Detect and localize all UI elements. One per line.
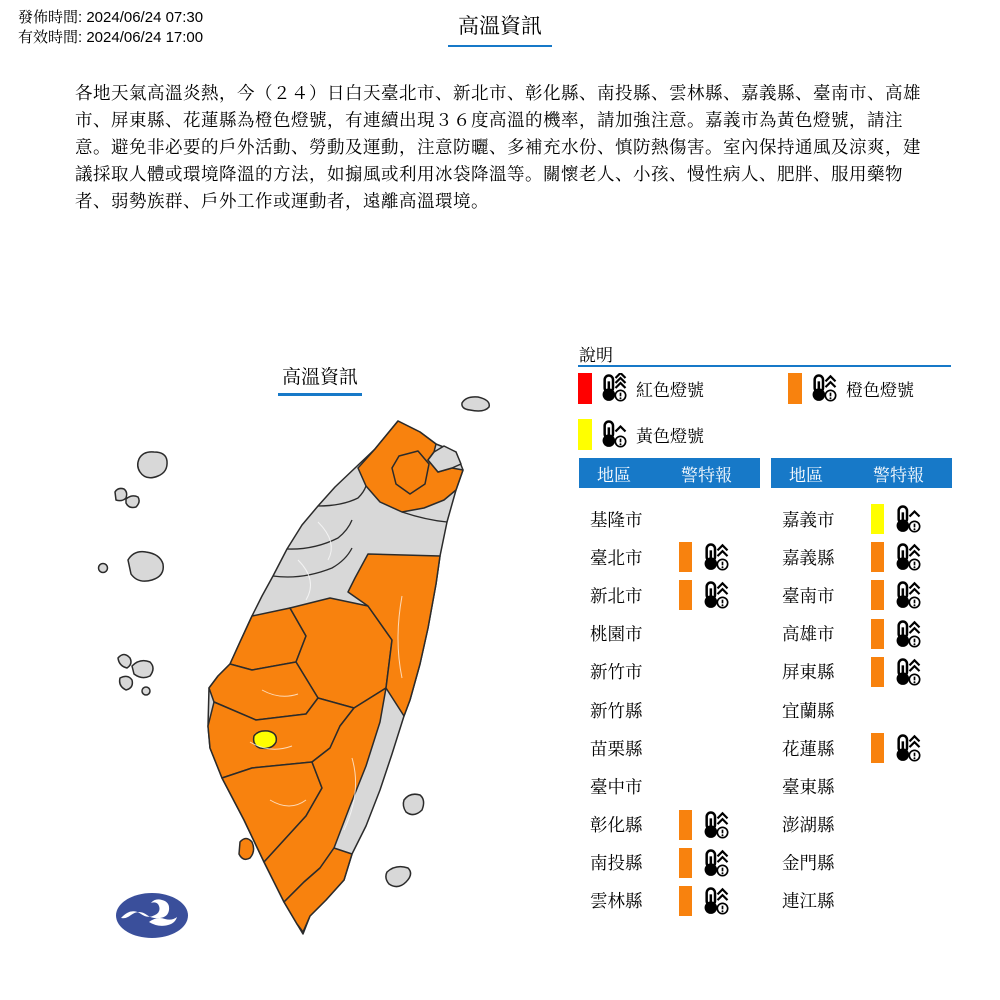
heat-thermometer-icon — [892, 504, 922, 534]
table-row — [579, 691, 760, 729]
region-name: 新竹市 — [590, 662, 643, 683]
table-row — [579, 844, 760, 882]
table-row — [579, 576, 760, 614]
col-header-warning: 警特報 — [873, 465, 924, 485]
table-row — [771, 653, 952, 691]
map-title: 高溫資訊 — [250, 362, 390, 396]
table-row — [771, 576, 952, 614]
map-island-kinmen — [128, 552, 163, 581]
table-header — [579, 458, 760, 488]
region-name: 金門縣 — [782, 853, 835, 874]
warning-color-swatch — [871, 619, 884, 649]
map-island-kinmen — [99, 564, 108, 573]
legend-color-swatch — [788, 373, 802, 404]
map-island-orchid — [386, 867, 411, 887]
map-island-penghu — [142, 687, 150, 695]
table-row — [771, 767, 952, 805]
region-name: 臺東縣 — [782, 776, 835, 797]
heat-thermometer-icon — [700, 886, 730, 916]
table-row — [579, 538, 760, 576]
table-row — [579, 653, 760, 691]
heat-thermometer-icon — [598, 373, 628, 403]
table-row — [579, 806, 760, 844]
warning-description: 各地天氣高溫炎熱，今（２４）日白天臺北市、新北市、彰化縣、南投縣、雲林縣、嘉義縣、臺南市、高雄市、屏東縣、花蓮縣為橙色燈號，有連續出現３６度高溫的機率，請加強注意。嘉義市為黃色燈號，請注意。避免非必要的戶外活動、勞動及運動，注意防曬、多補充水份、慎防熱傷害。室內保持通風及涼爽，建議採取人體或環境降溫的方法，如搧風或利用冰袋降溫等。關懷老人、小孩、慢性病人、肥胖、服用藥物者、弱勢族群、戶外工作或運動者，遠離高溫環境。 — [75, 83, 921, 211]
region-name: 苗栗縣 — [590, 738, 643, 759]
legend-label: 黃色燈號 — [636, 426, 704, 446]
legend-rule — [578, 365, 951, 367]
heat-thermometer-icon — [892, 733, 922, 763]
heat-thermometer-icon — [700, 542, 730, 572]
warning-color-swatch — [871, 504, 884, 534]
region-name: 新竹縣 — [590, 700, 643, 721]
warning-color-swatch — [871, 657, 884, 687]
map-islet-liuqiu — [239, 839, 254, 860]
map-island-matsu — [115, 488, 127, 500]
legend-label: 橙色燈號 — [846, 380, 914, 400]
warning-color-swatch — [871, 733, 884, 763]
valid-time: 有效時間: 2024/06/24 17:00 — [18, 29, 204, 46]
table-row — [579, 729, 760, 767]
legend-title: 說明 — [579, 346, 613, 365]
map-island-penghu — [120, 676, 133, 690]
region-name: 屏東縣 — [782, 662, 835, 683]
taiwan-heat-map — [95, 385, 505, 975]
col-header-region: 地區 — [789, 465, 823, 485]
legend-item-red — [578, 371, 704, 405]
legend-color-swatch — [578, 419, 592, 450]
heat-thermometer-icon — [598, 419, 628, 449]
region-name: 嘉義縣 — [782, 547, 835, 568]
legend-item-orange — [788, 371, 914, 405]
region-name: 宜蘭縣 — [782, 700, 835, 721]
table-row — [771, 882, 952, 920]
warning-color-swatch — [679, 848, 692, 878]
heat-thermometer-icon — [892, 657, 922, 687]
warning-table-left — [579, 458, 760, 920]
region-name: 臺南市 — [782, 585, 835, 606]
col-header-region: 地區 — [597, 465, 631, 485]
region-name: 花蓮縣 — [782, 738, 835, 759]
table-row — [771, 844, 952, 882]
region-name: 澎湖縣 — [782, 815, 835, 836]
heat-thermometer-icon — [892, 619, 922, 649]
page-title: 高溫資訊 — [0, 10, 1000, 47]
legend-item-yellow — [578, 417, 704, 451]
table-row — [771, 691, 952, 729]
warning-color-swatch — [679, 886, 692, 916]
warning-table-right — [771, 458, 952, 920]
warning-color-swatch — [679, 580, 692, 610]
table-row — [579, 767, 760, 805]
table-row — [771, 500, 952, 538]
map-island-northeast — [462, 397, 489, 411]
region-name: 雲林縣 — [590, 891, 643, 912]
region-name: 高雄市 — [782, 624, 835, 645]
table-row — [771, 538, 952, 576]
map-island-matsu — [138, 452, 167, 478]
region-name: 臺中市 — [590, 776, 643, 797]
region-name: 南投縣 — [590, 853, 643, 874]
col-header-warning: 警特報 — [681, 465, 732, 485]
heat-thermometer-icon — [892, 542, 922, 572]
legend-color-swatch — [578, 373, 592, 404]
region-name: 彰化縣 — [590, 815, 643, 836]
table-row — [579, 882, 760, 920]
publish-time: 發佈時間: 2024/06/24 07:30 — [18, 9, 204, 26]
table-row — [771, 615, 952, 653]
table-row — [579, 500, 760, 538]
warning-color-swatch — [871, 542, 884, 572]
heat-thermometer-icon — [700, 580, 730, 610]
region-name: 嘉義市 — [782, 509, 835, 530]
region-name: 基隆市 — [590, 509, 643, 530]
legend-label: 紅色燈號 — [636, 380, 704, 400]
heat-thermometer-icon — [700, 848, 730, 878]
table-row — [771, 806, 952, 844]
map-island-penghu — [132, 661, 153, 678]
region-name: 新北市 — [590, 585, 643, 606]
table-row — [771, 729, 952, 767]
table-header — [771, 458, 952, 488]
table-row — [579, 615, 760, 653]
heat-thermometer-icon — [892, 580, 922, 610]
warning-color-swatch — [871, 580, 884, 610]
warning-color-swatch — [679, 542, 692, 572]
cwb-logo — [114, 892, 190, 939]
map-island-penghu — [118, 655, 131, 669]
region-name: 桃園市 — [590, 624, 643, 645]
map-island-green — [403, 794, 423, 814]
region-name: 連江縣 — [782, 891, 835, 912]
region-name: 臺北市 — [590, 547, 643, 568]
warning-color-swatch — [679, 810, 692, 840]
heat-thermometer-icon — [700, 810, 730, 840]
map-island-matsu — [126, 496, 139, 508]
heat-thermometer-icon — [808, 373, 838, 403]
